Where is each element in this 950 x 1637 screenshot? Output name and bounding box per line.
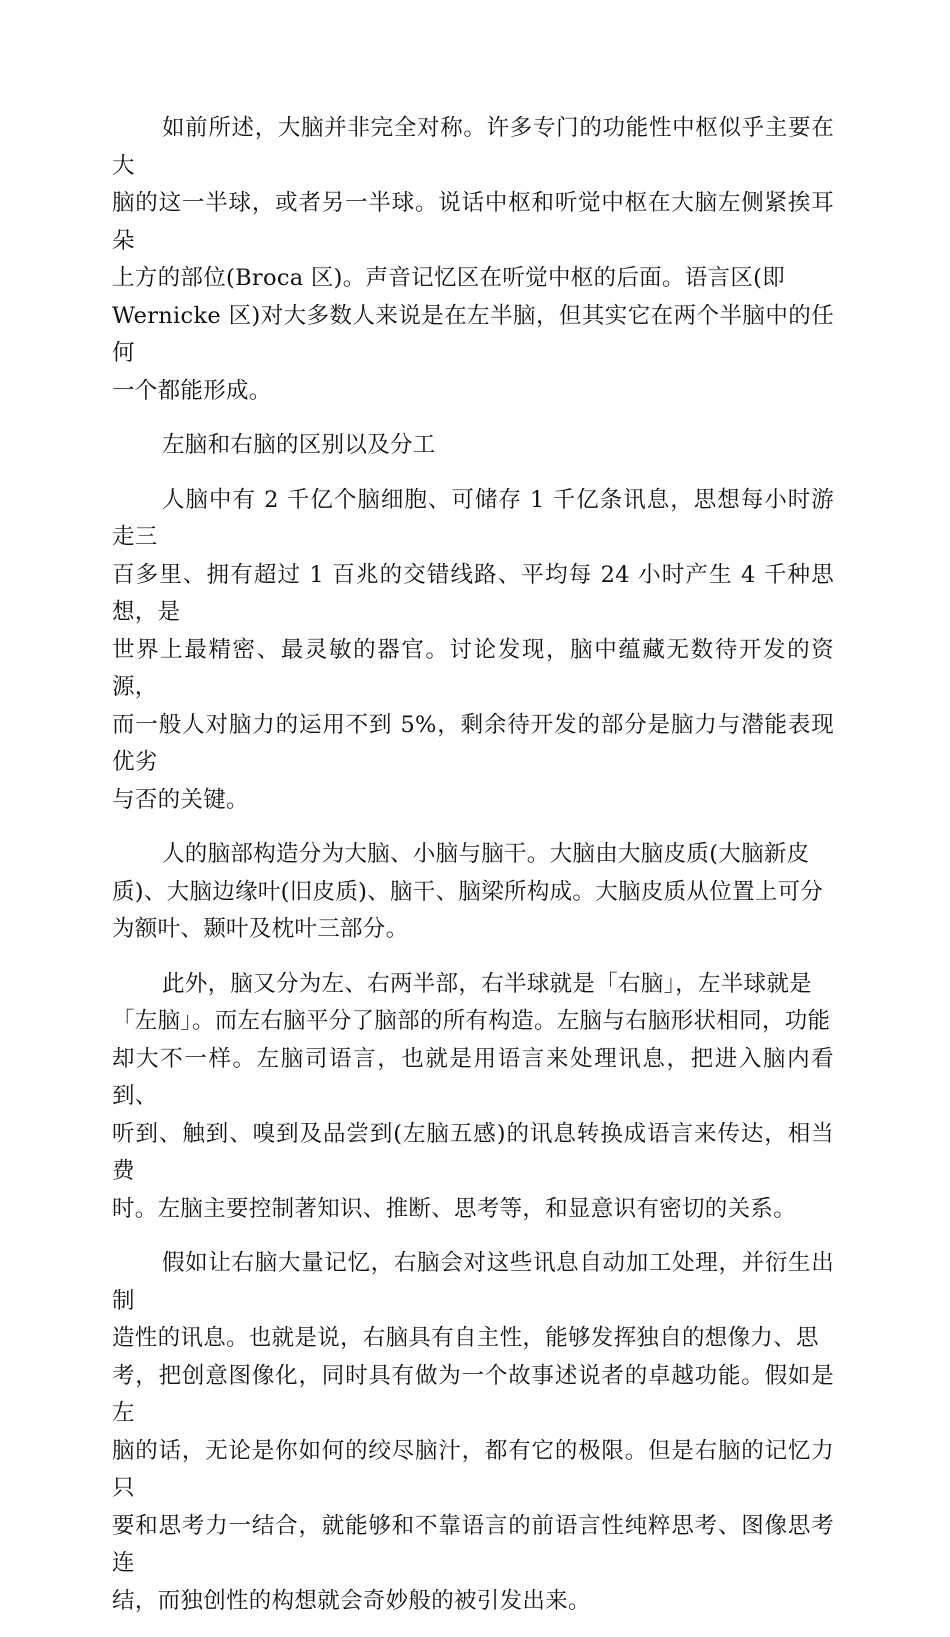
paragraph-right-brain-memory: 假如让右脑大量记忆，右脑会对这些讯息自动加工处理，并衍生出制 造性的讯息。也就是说，右脑具有自主性，能够发挥独自的想像力、思 考，把创意图像化，同时具有做为一个故事述说者的卓越功能。假如是左 脑的话，无论是你如何的绞尽脑汁，都有它的极限。但是右脑的记忆力只 要和思考力一结合，就能够和不靠语言的前语言性纯粹思考、图像思考连 结，而独创性的构想就会奇妙般的被引发出来。 [112,1250,834,1614]
section-heading: 左脑和右脑的区别以及分工 [162,432,436,458]
document-page [112,110,834,1637]
paragraph-left-right-brain: 此外，脑又分为左、右两半部，右半球就是「右脑」，左半球就是 「左脑」。而左右脑平分了脑部的所有构造。左脑与右脑形状相同，功能 却大不一样。左脑司语言，也就是用语言来处理讯息，把进入脑内看到、 听到、触到、嗅到及品尝到(左脑五感)的讯息转换成语言来传达，相当费 时。左脑主要控制著知识、推断、思考等，和显意识有密切的关系。 [112,970,834,1222]
paragraph-brain-cells: 人脑中有 2 千亿个脑细胞、可储存 1 千亿条讯息，思想每小时游走三 百多里、拥有超过 1 百兆的交错线路、平均每 24 小时产生 4 千种思想，是 世界上最精密、最灵敏的器官。讨论发现，脑中蕴藏无数待开发的资源， 而一般人对脑力的运用不到 5%，剩余待开发的部分是脑力与潜能表现优劣 与否的关键。 [112,486,834,813]
paragraph-brain-structure: 人的脑部构造分为大脑、小脑与脑干。大脑由大脑皮质(大脑新皮 质)、大脑边缘叶(旧皮质)、脑干、脑梁所构成。大脑皮质从位置上可分 为额叶、颞叶及枕叶三部分。 [112,841,824,942]
paragraph-brain-asymmetry: 如前所述，大脑并非完全对称。许多专门的功能性中枢似乎主要在大 脑的这一半球，或者另一半球。说话中枢和听觉中枢在大脑左侧紧挨耳朵 上方的部位(Broca 区)。声音记忆区在听觉中枢的后面。语言区(即 Wernicke 区)对大多数人来说是在左半脑，但其实它在两个半脑中的任何 一个都能形成。 [112,115,834,404]
